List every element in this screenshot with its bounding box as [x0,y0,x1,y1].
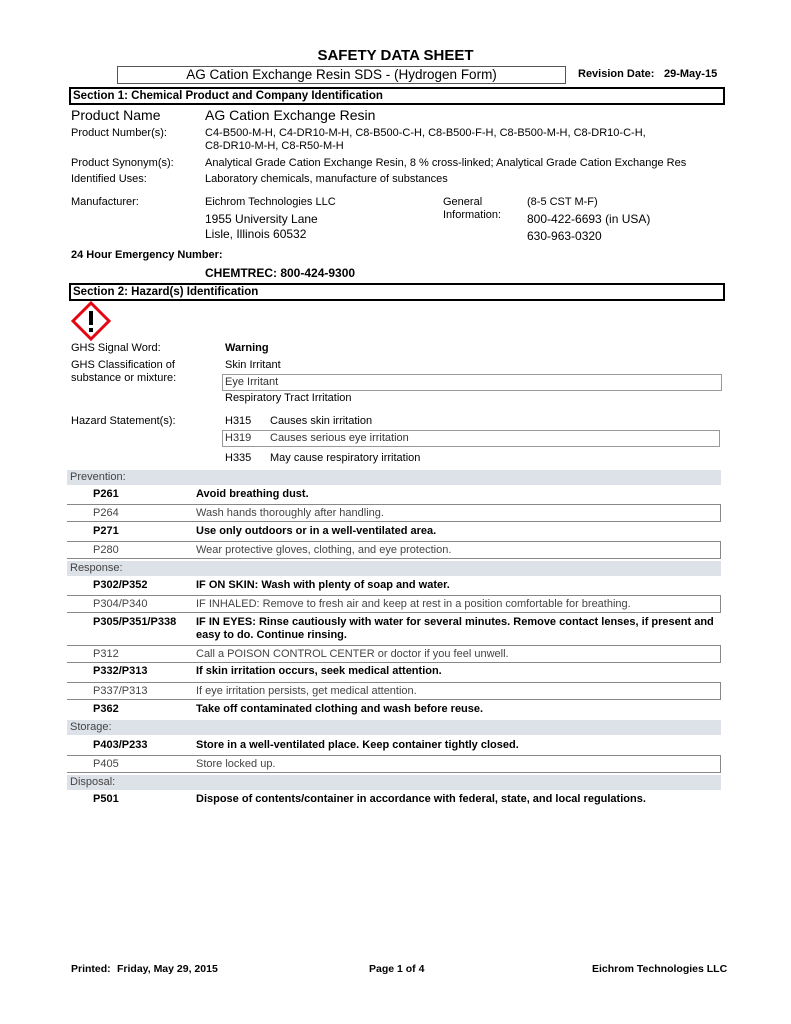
signal-word-value: Warning [225,342,269,354]
precaution-text: Dispose of contents/container in accordance with federal, state, and local regulations. [196,793,646,805]
hazard-statement-row [222,430,720,447]
precaution-text: Avoid breathing dust. [196,488,309,500]
manufacturer-address-2: Lisle, Illinois 60532 [205,227,307,241]
disposal-heading: Disposal: [67,775,721,790]
hazard-statement-row [222,451,718,466]
product-number-line-1: C4-B500-M-H, C4-DR10-M-H, C8-B500-C-H, C8-B500-F-H, C8-B500-M-H, C8-DR10-C-H, [205,127,646,139]
manufacturer-address-1: 1955 University Lane [205,212,318,226]
identified-uses-label: Identified Uses: [71,173,147,185]
hazard-code: H315 [225,415,252,427]
product-number-line-2: C8-DR10-M-H, C8-R50-M-H [205,140,344,152]
precaution-row [67,524,721,542]
precaution-text: Store locked up. [196,758,276,770]
precaution-row [67,615,721,645]
precaution-text: Wash hands thoroughly after handling. [196,507,384,519]
product-name-label: Product Name [71,107,161,123]
hazard-text: Causes skin irritation [270,415,373,427]
hazard-code: H335 [225,452,252,464]
product-number-label: Product Number(s): [71,127,167,139]
precaution-text: Take off contaminated clothing and wash before reuse. [196,703,484,715]
prevention-heading: Prevention: [67,470,721,485]
precaution-text: IF IN EYES: Rinse cautiously with water for several minutes. Remove contact lenses, if present and easy to do. Continue rinsing. [196,616,714,641]
storage-heading: Storage: [67,720,721,735]
precaution-text: Call a POISON CONTROL CENTER or doctor if you feel unwell. [196,648,509,660]
precaution-row [67,541,721,559]
precaution-row [67,645,721,663]
precaution-row [67,578,721,596]
precaution-code: P280 [93,544,119,556]
hazard-statement-row [222,414,718,429]
emergency-number-label: 24 Hour Emergency Number: [71,249,223,261]
section-1-heading: Section 1: Chemical Product and Company Identification [69,87,725,105]
hazard-text: Causes serious eye irritation [270,432,409,444]
exclamation-mark-pictogram-icon [71,301,111,341]
precaution-code: P405 [93,758,119,770]
section-2-heading: Section 2: Hazard(s) Identification [69,283,725,301]
precaution-row [67,487,721,505]
precaution-text: If skin irritation occurs, seek medical attention. [196,665,442,677]
precaution-code: P264 [93,507,119,519]
classification-item: Respiratory Tract Irritation [225,392,352,404]
classification-label-1: GHS Classification of [71,359,175,371]
classification-label-2: substance or mixture: [71,372,177,384]
precaution-code: P312 [93,648,119,660]
printed-date: Friday, May 29, 2015 [117,963,218,975]
precaution-code: P362 [93,703,119,715]
general-info-label-1: General [443,196,483,208]
precaution-code: P302/P352 [93,579,148,591]
footer-company: Eichrom Technologies LLC [592,963,728,975]
precaution-row [67,702,721,720]
precaution-code: P304/P340 [93,598,148,610]
precaution-text: IF INHALED: Remove to fresh air and keep at rest in a position comfortable for breathing. [196,598,631,610]
page-number: Page 1 of 4 [369,963,425,975]
precaution-row [67,682,721,700]
precaution-row [67,664,721,682]
response-heading: Response: [67,561,721,576]
precaution-code: P332/P313 [93,665,148,677]
classification-item: Eye Irritant [222,374,722,391]
precaution-row [67,504,721,522]
precaution-row [67,738,721,756]
product-name-value: AG Cation Exchange Resin [205,107,376,123]
precaution-code: P271 [93,525,119,537]
precaution-row [67,792,721,810]
hazard-statements-label: Hazard Statement(s): [71,415,176,427]
classification-item: Skin Irritant [225,359,281,371]
precaution-text: IF ON SKIN: Wash with plenty of soap and water. [196,579,450,591]
hazard-code: H319 [225,432,252,444]
manufacturer-name: Eichrom Technologies LLC [205,196,336,208]
identified-uses-value: Laboratory chemicals, manufacture of substances [205,173,448,185]
revision-date-label: Revision Date: [578,68,655,80]
precaution-code: P337/P313 [93,685,148,697]
precaution-text: If eye irritation persists, get medical attention. [196,685,417,697]
manufacturer-label: Manufacturer: [71,196,139,208]
hazard-text: May cause respiratory irritation [270,452,421,464]
general-info-phone-2: 630-963-0320 [527,229,602,243]
precaution-code: P403/P233 [93,739,148,751]
document-subtitle: AG Cation Exchange Resin SDS - (Hydrogen Form) [117,66,566,84]
general-info-phone-1: 800-422-6693 (in USA) [527,212,651,226]
precaution-row [67,595,721,613]
emergency-number-value: CHEMTREC: 800-424-9300 [205,266,356,280]
precaution-code: P305/P351/P338 [93,616,177,628]
precaution-text: Store in a well-ventilated place. Keep container tightly closed. [196,739,519,751]
precaution-code: P501 [93,793,119,805]
document-title: SAFETY DATA SHEET [317,47,474,64]
general-info-hours: (8-5 CST M-F) [527,196,598,208]
precaution-text: Wear protective gloves, clothing, and eye protection. [196,544,452,556]
product-synonyms-value: Analytical Grade Cation Exchange Resin, 8 % cross-linked; Analytical Grade Cation Exchange Res [205,157,687,169]
revision-date-value: 29-May-15 [664,68,718,80]
precaution-row [67,755,721,773]
general-info-label-2: Information: [443,209,502,221]
product-synonyms-label: Product Synonym(s): [71,157,174,169]
precaution-text: Use only outdoors or in a well-ventilated area. [196,525,437,537]
signal-word-label: GHS Signal Word: [71,342,161,354]
precaution-code: P261 [93,488,119,500]
printed-label: Printed: [71,963,111,975]
